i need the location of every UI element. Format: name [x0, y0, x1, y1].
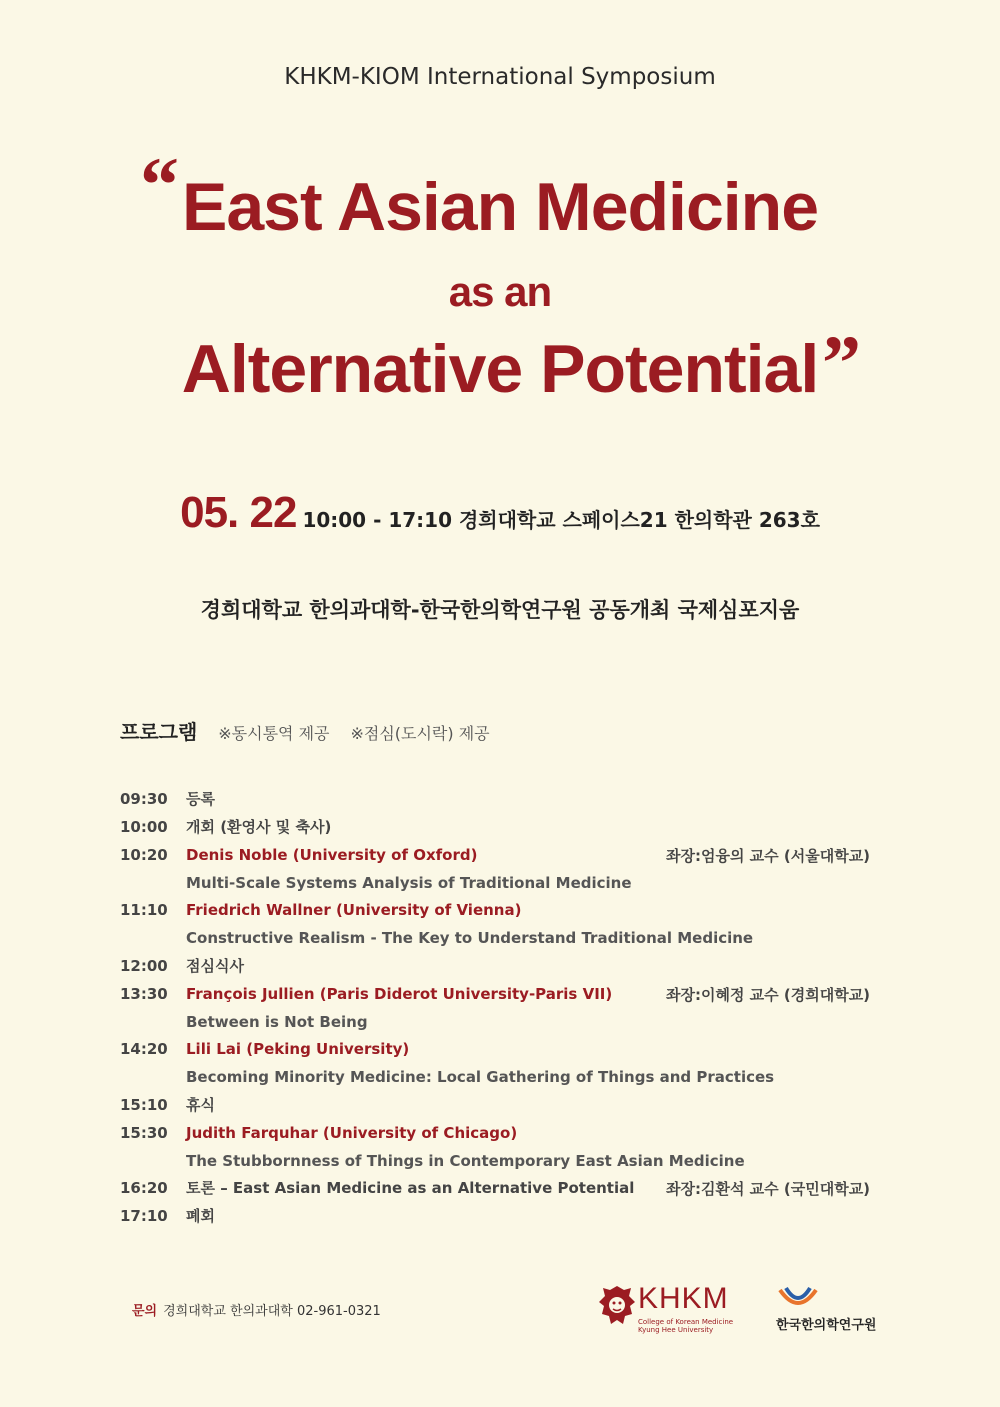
- row-time: 12:00: [120, 957, 168, 975]
- row-time: 09:30: [120, 790, 168, 808]
- row-time: 17:10: [120, 1207, 168, 1225]
- program-row: [120, 980, 612, 1008]
- chair-1: 좌장:엄융의 교수 (서울대학교): [666, 847, 871, 865]
- program-row: [120, 896, 521, 924]
- lunch-note: ※점심(도시락) 제공: [350, 724, 490, 743]
- event-time-place: 10:00 - 17:10 경희대학교 스페이스21 한의학관 263호: [302, 508, 820, 532]
- talk-title: Becoming Minority Medicine: Local Gathering of Things and Practices: [186, 1068, 775, 1086]
- program-title: 프로그램: [120, 720, 198, 744]
- chair-2: 좌장:이혜정 교수 (경희대학교): [666, 986, 871, 1004]
- title-line-3: Alternative Potential: [181, 331, 819, 407]
- row-time: 15:30: [120, 1124, 168, 1142]
- row-time: 10:00: [120, 818, 168, 836]
- row-desc: 등록: [186, 790, 215, 808]
- row-desc: 개회 (환영사 및 축사): [186, 818, 332, 836]
- lion-icon: [598, 1284, 636, 1330]
- close-quote: ”: [822, 319, 861, 406]
- program-row: [120, 1008, 368, 1036]
- interpretation-note: ※동시통역 제공: [218, 724, 330, 743]
- talk-title: Between is Not Being: [186, 1013, 368, 1031]
- speaker-name: François Jullien (Paris Diderot University-Paris VII): [186, 985, 613, 1003]
- row-time: 13:30: [120, 985, 168, 1003]
- program-row: [120, 1174, 634, 1202]
- khkm-logo: [598, 1284, 748, 1334]
- program-row: [120, 869, 632, 897]
- row-desc: 휴식: [186, 1096, 215, 1114]
- program-row: [120, 1202, 215, 1230]
- open-quote: “: [140, 141, 179, 228]
- program-row: [120, 785, 215, 813]
- row-time: 11:10: [120, 901, 168, 919]
- speaker-name: Denis Noble (University of Oxford): [186, 846, 478, 864]
- symposium-subtitle: KHKM-KIOM International Symposium: [284, 64, 716, 90]
- title-line-2: as an: [448, 268, 552, 315]
- speaker-name: Lili Lai (Peking University): [186, 1040, 410, 1058]
- speaker-name: Judith Farquhar (University of Chicago): [186, 1124, 518, 1142]
- talk-title: The Stubbornness of Things in Contemporary East Asian Medicine: [186, 1152, 745, 1170]
- program-heading: [120, 716, 490, 745]
- program-row: [120, 1091, 215, 1119]
- row-time: 14:20: [120, 1040, 168, 1058]
- row-time: 16:20: [120, 1179, 168, 1197]
- program-row: [120, 813, 331, 841]
- row-desc: 점심식사: [186, 957, 244, 975]
- row-desc: 폐회: [186, 1207, 215, 1225]
- kiom-logo: [776, 1286, 896, 1336]
- program-row: [120, 924, 753, 952]
- row-time: 15:10: [120, 1096, 168, 1114]
- talk-title: Constructive Realism - The Key to Understand Traditional Medicine: [186, 929, 754, 947]
- row-desc: 토론 – East Asian Medicine as an Alternative Potential: [186, 1179, 635, 1197]
- contact-info: [132, 1300, 381, 1319]
- host-line: 경희대학교 한의과대학-한국한의학연구원 공동개최 국제심포지움: [200, 598, 800, 622]
- khkm-subtitle-1: College of Korean Medicine: [638, 1318, 734, 1326]
- program-row: [120, 841, 477, 869]
- program-row: [120, 1147, 745, 1175]
- kiom-wordmark: 한국한의학연구원: [776, 1318, 877, 1333]
- kiom-emblem-icon: [776, 1286, 820, 1314]
- chair-3: 좌장:김환석 교수 (국민대학교): [666, 1180, 871, 1198]
- khkm-subtitle: [638, 1318, 733, 1334]
- title-line-1: East Asian Medicine: [181, 169, 819, 245]
- event-date: 05. 22: [180, 488, 297, 537]
- contact-label: 문의: [132, 1304, 158, 1319]
- speaker-name: Friedrich Wallner (University of Vienna): [186, 901, 522, 919]
- date-line: [0, 488, 1000, 538]
- program-row: [120, 1119, 517, 1147]
- khkm-subtitle-2: Kyung Hee University: [638, 1326, 714, 1334]
- contact-text: 경희대학교 한의과대학 02-961-0321: [163, 1304, 381, 1319]
- khkm-wordmark: KHKM: [638, 1282, 729, 1315]
- row-time: 10:20: [120, 846, 168, 864]
- program-row: [120, 952, 244, 980]
- program-row: [120, 1063, 774, 1091]
- talk-title: Multi-Scale Systems Analysis of Traditional Medicine: [186, 874, 632, 892]
- program-row: [120, 1035, 409, 1063]
